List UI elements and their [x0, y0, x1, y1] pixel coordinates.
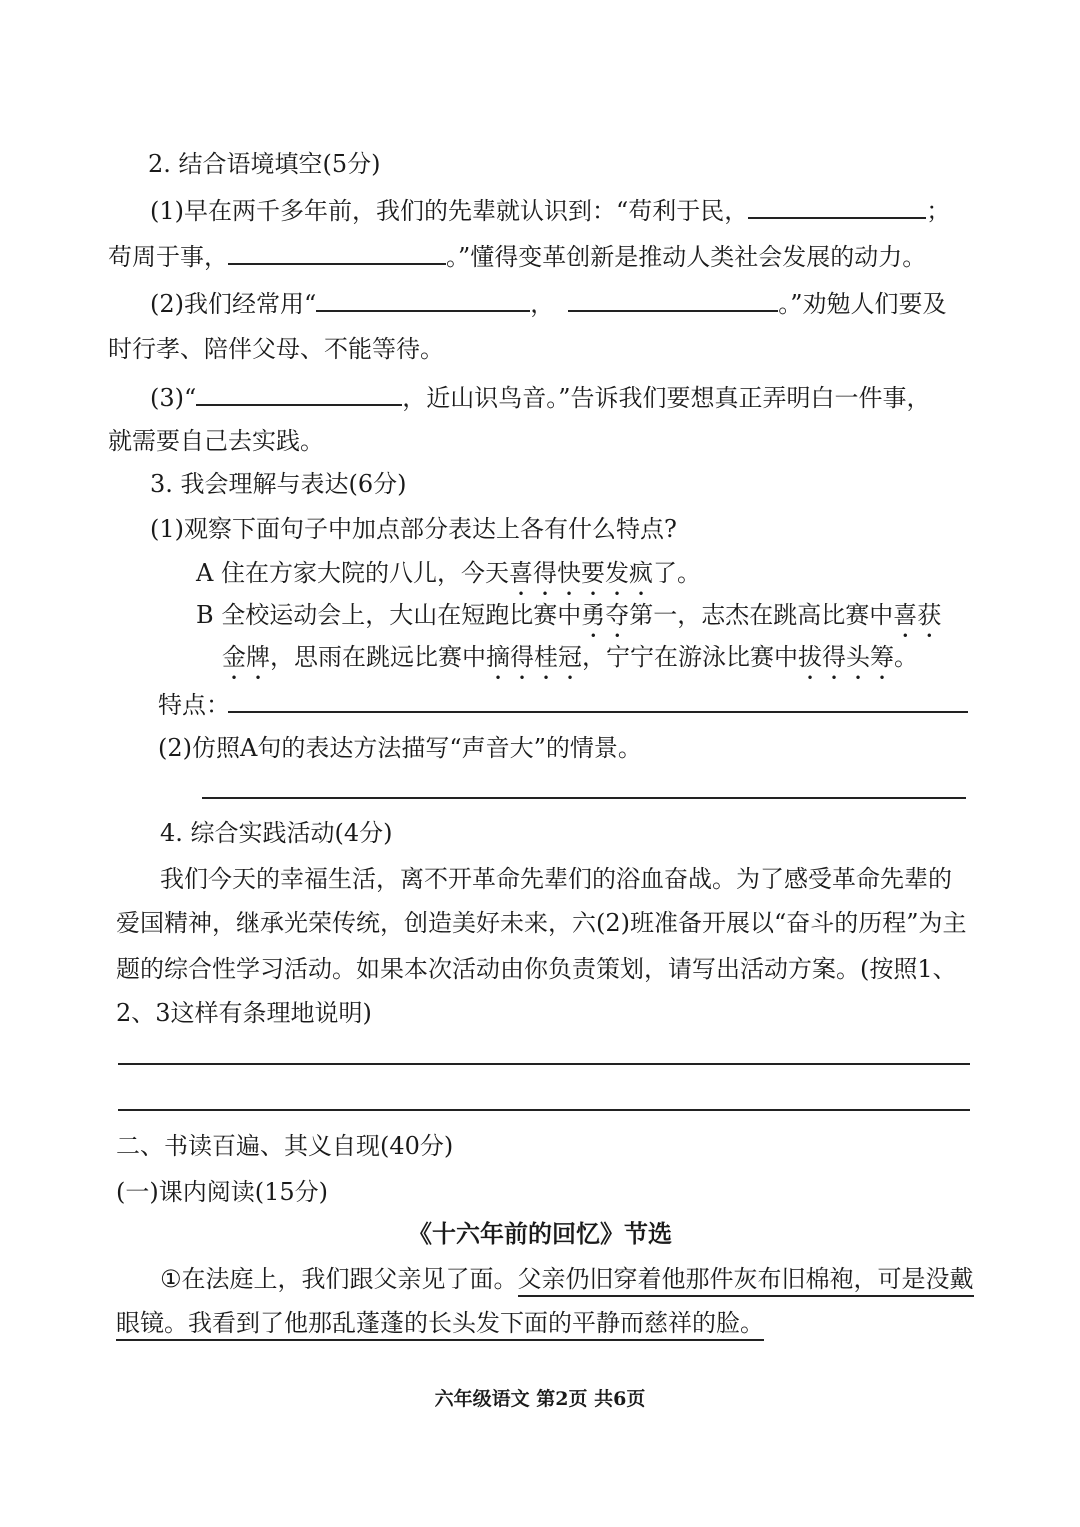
q4-heading: 4. 综合实践活动(4分) [160, 819, 393, 847]
q4-answer-line[interactable] [118, 1109, 970, 1111]
q2-item1-line1 [150, 193, 950, 228]
answer-blank[interactable] [196, 380, 402, 406]
dotted-phrase: 拔得头筹 [798, 643, 894, 671]
q2-item3-line2: 就需要自己去实践。 [108, 427, 324, 455]
q2-item2-text-b: ， [530, 290, 555, 318]
q2-item1-text-a: (1)早在两千多年前，我们的先辈就认识到：“苟利于民， [150, 197, 749, 225]
answer-blank[interactable] [316, 286, 530, 312]
q3-sentence-b-line1 [196, 598, 941, 643]
q2-item2-text-c: 。”劝勉人们要及 [778, 290, 947, 318]
answer-blank[interactable] [568, 286, 778, 312]
q2-item2-text-a: (2)我们经常用“ [150, 290, 317, 318]
q3-heading: 3. 我会理解与表达(6分) [150, 470, 407, 498]
q4-text-line4: 2、3这样有条理地说明) [116, 999, 372, 1027]
dotted-phrase: 喜得快要发疯 [508, 559, 653, 587]
q4-text-line2: 爱国精神，继承光荣传统，创造美好未来，六(2)班准备开展以“奋斗的历程”为主 [116, 909, 967, 937]
q2-item1-text-c: 苟周于事， [108, 243, 228, 271]
q4-text-line1: 我们今天的幸福生活，离不开革命先辈们的浴血奋战。为了感受革命先辈的 [160, 865, 952, 893]
passage-title: 《十六年前的回忆》节选 [408, 1219, 672, 1248]
sentence-b-text: 第一，志杰在跳高比赛中 [629, 601, 894, 629]
dotted-phrase: 金牌 [222, 643, 270, 671]
q3-sentence-b-line2 [222, 640, 918, 685]
q4-answer-line[interactable] [118, 1063, 970, 1065]
q3-sub2: (2)仿照A句的表达方法描写“声音大”的情景。 [158, 734, 642, 762]
q2-item1-line2 [108, 239, 926, 274]
passage-line1 [160, 1262, 974, 1296]
dotted-phrase: 摘得桂冠 [486, 643, 582, 671]
page-footer: 六年级语文 第2页 共6页 [434, 1388, 646, 1410]
q2-item1-text-b: ； [926, 197, 951, 225]
section2-sub: (一)课内阅读(15分) [116, 1178, 328, 1206]
answer-blank[interactable] [228, 239, 446, 265]
underlined-text: 父亲仍旧穿着他那件灰布旧棉袍，可是没戴 [518, 1265, 974, 1297]
sentence-b-end: 。 [894, 643, 918, 671]
q2-item2-line1 [150, 286, 947, 321]
sentence-a-text: A 住在方家大院的八儿，今天 [196, 559, 509, 587]
sentence-a-end: 了。 [652, 559, 701, 587]
sub2-answer-line[interactable] [202, 797, 966, 799]
sentence-b-text: ，思雨在跳远比赛中 [270, 643, 486, 671]
dotted-phrase: 勇夺 [581, 601, 630, 629]
answer-blank[interactable] [748, 193, 926, 219]
passage-line2 [116, 1306, 764, 1340]
feature-answer-line[interactable] [228, 711, 968, 713]
q2-item3-text-a: (3)“ [150, 384, 197, 412]
q4-text-line3: 题的综合性学习活动。如果本次活动由你负责策划，请写出活动方案。(按照1、 [116, 955, 957, 983]
q3-sentence-a [196, 556, 701, 601]
section2-heading: 二、书读百遍、其义自现(40分) [116, 1132, 454, 1160]
q2-item3-text-b: ，近山识鸟音。”告诉我们要想真正弄明白一件事， [402, 384, 931, 412]
q2-item3-line1 [150, 380, 931, 415]
sentence-b-text: B 全校运动会上，大山在短跑比赛中 [196, 601, 582, 629]
q2-heading: 2. 结合语境填空(5分) [148, 150, 381, 178]
q2-item2-line2: 时行孝、陪伴父母、不能等待。 [108, 335, 444, 363]
sentence-b-text: ，宁宁在游泳比赛中 [582, 643, 798, 671]
q2-item1-text-d: 。”懂得变革创新是推动人类社会发展的动力。 [446, 243, 927, 271]
feature-label: 特点： [158, 691, 230, 719]
passage-text: ①在法庭上，我们跟父亲见了面。 [160, 1265, 518, 1293]
dotted-phrase: 喜获 [893, 601, 942, 629]
underlined-text: 眼镜。我看到了他那乱蓬蓬的长头发下面的平静而慈祥的脸。 [116, 1309, 764, 1341]
q3-sub1: (1)观察下面句子中加点部分表达上各有什么特点? [150, 515, 677, 543]
